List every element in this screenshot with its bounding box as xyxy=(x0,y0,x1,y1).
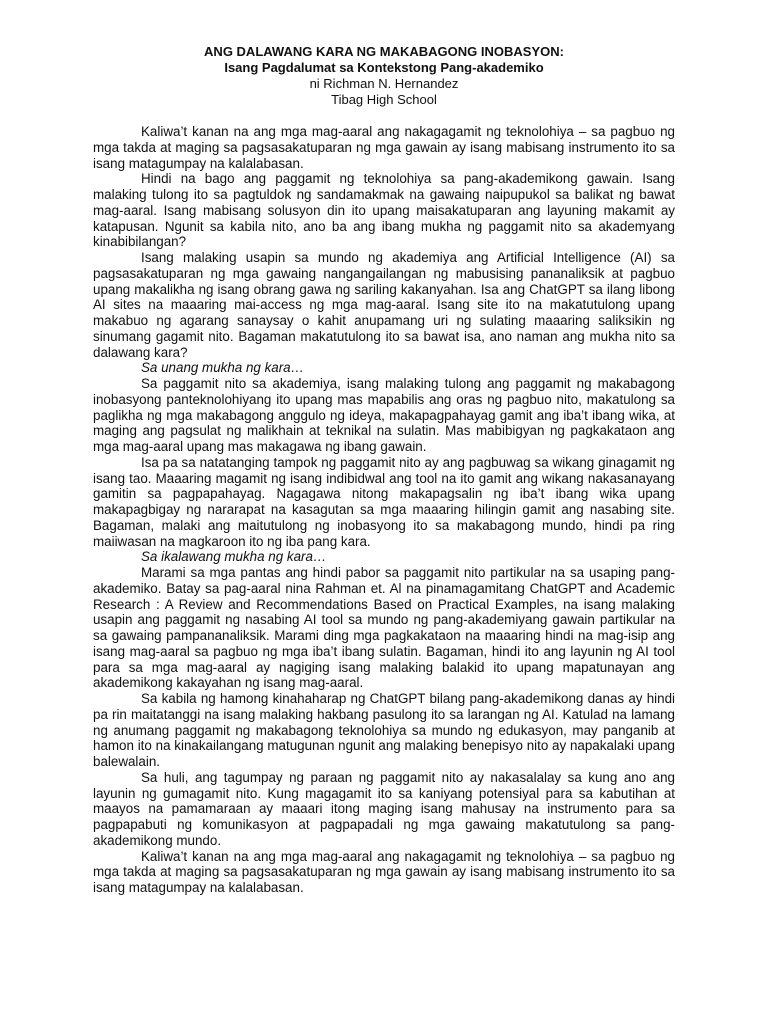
school-line: Tibag High School xyxy=(331,92,437,107)
paragraph: Kaliwa’t kanan na ang mga mag-aaral ang nakagagamit ng teknolohiya – sa pagbuo ng mga takda at maging sa pagsasakatuparan ng mga gawain ay isang mabisang instrumento ito sa isang matagumpay na kalalabasan. xyxy=(93,124,675,171)
paragraph: Sa paggamit nito sa akademiya, isang malaking tulong ang paggamit ng makabagong inobasyong panteknolohiyang ito upang mas mapabilis ang oras ng pagbuo nito, makatulong sa paglikha ng mga makabagong anggulo ng ideya, makapagpahayag gamit ang iba’t ibang wika, at maging ang pagsulat ng malikhain at teknikal na sulatin. Mas mabibigyan ng pagkakataon ang mga mag-aaral upang mas makagawa ng ibang gawain. xyxy=(93,376,675,454)
section-subheading: Sa unang mukha ng kara… xyxy=(141,360,305,376)
document-body xyxy=(93,124,675,896)
document-title: ANG DALAWANG KARA NG MAKABAGONG INOBASYON: xyxy=(204,44,564,59)
paragraph: Sa kabila ng hamong kinahaharap ng ChatGPT bilang pang-akademikong danas ay hindi pa rin maitatanggi na isang malaking hakbang pasulong ito sa larangan ng AI. Katulad na lamang ng anumang paggamit ng makabagong teknolohiya sa mundo ng edukasyon, may panganib at hamon ito na kinakailangang matugunan ngunit ang malaking benepisyo nito ay napakalaki upang balewalain. xyxy=(93,691,675,769)
document-subtitle: Isang Pagdalumat sa Kontekstong Pang-akademiko xyxy=(224,60,544,75)
paragraph: Sa huli, ang tagumpay ng paraan ng paggamit nito ay nakasalalay sa kung ano ang layunin ng gumagamit nito. Kung magagamit ito sa kaniyang potensiyal para sa kabutihan at maayos na pamamaraan ay maaari itong maging isang mahusay na instrumento para sa pagpapabuti ng komunikasyon at pagpapadali ng mga gawaing makatutulong sa pang-akademikong mundo. xyxy=(93,769,675,848)
paragraph: Kaliwa’t kanan na ang mga mag-aaral ang nakagagamit ng teknolohiya – sa pagbuo ng mga takda at maging sa pagsasakatuparan ng mga gawain ay isang mabisang instrumento ito sa isang matagumpay na kalalabasan. xyxy=(93,848,675,895)
paragraph: Hindi na bago ang paggamit ng teknolohiya sa pang-akademikong gawain. Isang malaking tulong ito sa pagtuldok ng sandamakmak na gawaing naipupukol sa balikat ng bawat mag-aaral. Isang mabisang solusyon din ito upang maisakatuparan ang layuning makamit ay katapusan. Ngunit sa kabila nito, ano ba ang ibang mukha ng paggamit nito sa akademyang kinabibilangan? xyxy=(93,171,675,250)
document-page xyxy=(93,44,675,896)
document-header xyxy=(93,44,675,108)
section-subheading: Sa ikalawang mukha ng kara… xyxy=(141,549,327,565)
author-line: ni Richman N. Hernandez xyxy=(309,76,459,91)
paragraph: Isang malaking usapin sa mundo ng akademiya ang Artificial Intelligence (AI) sa pagsasakatuparan ng mga gawaing nangangailangan ng mabusising pananaliksik at pagbuo upang makalikha ng isang obrang gawa ng sariling kakanyahan. Isa ang ChatGPT sa ilang libong AI sites na maaaring mai-access ng mga mag-aaral. Isang site ito na makatutulong upang makabuo ng agarang sanaysay o kahit anupamang uri ng sulating maaaring saliksikin ng sinumang gagamit nito. Bagaman makatutulong ito sa bawat isa, ano naman ang mukha nito sa dalawang kara? xyxy=(93,250,675,360)
paragraph: Marami sa mga pantas ang hindi pabor sa paggamit nito partikular na sa usaping pang-akademiko. Batay sa pag-aaral nina Rahman et. Al na pinamagamitang ChatGPT and Academic Research : A Review and Recommendations Based on Practical Examples, na isang malaking usapin ang paggamit ng nasabing AI tool sa mundo ng pang-akademiyang gawain partikular na sa gawaing pampananaliksik. Marami ding mga pagkakataon na maaaring hindi na mag-isip ang isang mag-aaral sa pagbuo ng mga iba’t ibang sulatin. Bagaman, hindi ito ang layunin ng AI tool para sa mga mag-aaral ay nagiging isang malaking balakid ito upang mapatunayan ang akademikong kakayahan ng isang mag-aaral. xyxy=(93,565,675,691)
paragraph: Isa pa sa natatanging tampok ng paggamit nito ay ang pagbuwag sa wikang ginagamit ng isang tao. Maaaring magamit ng isang indibidwal ang tool na ito gamit ang wikang nakasanayang gamitin sa pagpapahayag. Nagagawa nitong makapagsalin ng iba’t ibang wika upang makapagbigay ng nararapat na kasagutan sa mga maaaring hilingin gamit ang nasabing site. Bagaman, malaki ang maitutulong ng inobasyong ito sa makabagong mundo, hindi pa ring maiiwasan na magkaroon ito ng iba pang kara. xyxy=(93,454,675,549)
